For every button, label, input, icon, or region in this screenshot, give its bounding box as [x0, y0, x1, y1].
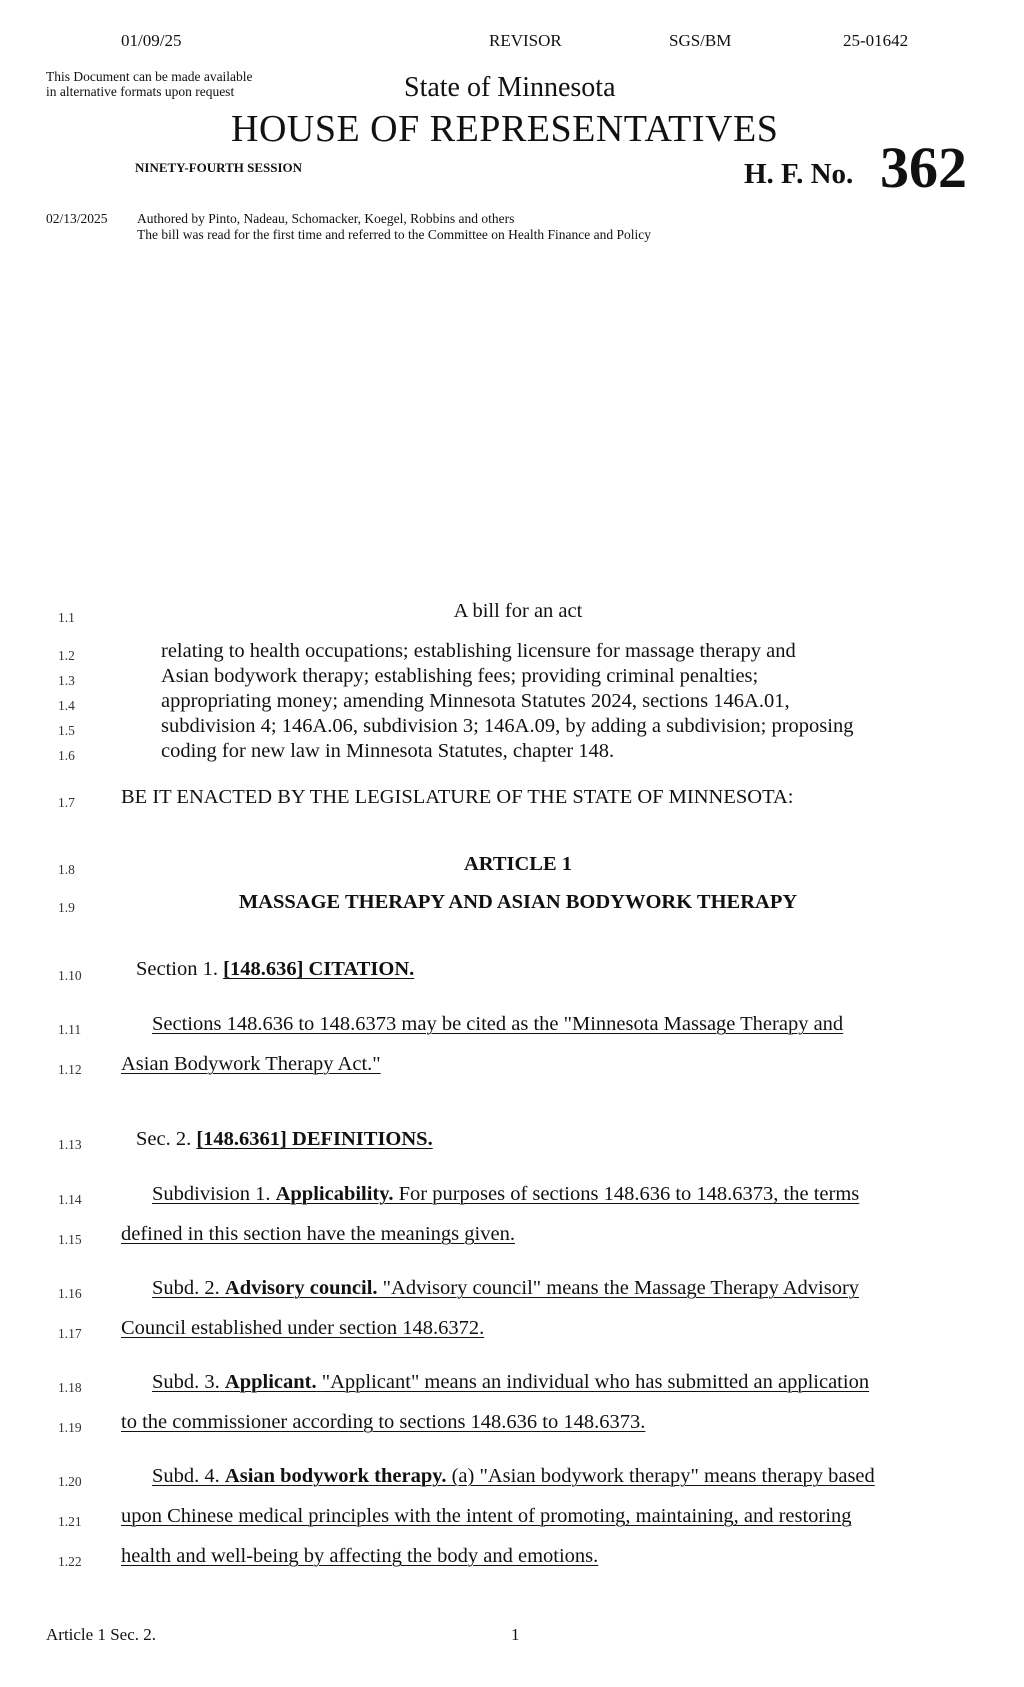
subd-text: (a) "Asian bodywork therapy" means therapy based — [451, 1465, 875, 1487]
enacting-clause: BE IT ENACTED BY THE LEGISLATURE OF THE STATE OF MINNESOTA: — [121, 786, 794, 808]
line-number: 1.16 — [58, 1286, 82, 1301]
subd-term: Applicability. — [275, 1183, 394, 1205]
state-title: State of Minnesota — [404, 72, 616, 103]
line-number: 1.12 — [58, 1062, 82, 1077]
availability-note-line-2: in alternative formats upon request — [46, 84, 235, 99]
line-number: 1.6 — [58, 748, 75, 763]
line-number: 1.20 — [58, 1474, 82, 1489]
subd-text: For purposes of sections 148.636 to 148.6373, the terms — [398, 1183, 860, 1205]
body-line: defined in this section have the meanings given. — [121, 1223, 515, 1245]
referral-line: The bill was read for the first time and referred to the Committee on Health Finance and Policy — [137, 227, 651, 242]
section-heading — [136, 958, 414, 981]
body-line: Asian Bodywork Therapy Act." — [121, 1053, 381, 1075]
line-number: 1.1 — [58, 610, 75, 625]
body-line: upon Chinese medical principles with the intent of promoting, maintaining, and restoring — [121, 1505, 852, 1527]
section-title: [148.636] CITATION. — [223, 958, 415, 980]
section-prefix: Sec. 2. — [136, 1128, 197, 1150]
footer-location: Article 1 Sec. 2. — [46, 1625, 156, 1644]
header-initials: SGS/BM — [669, 31, 732, 50]
title-line: Asian bodywork therapy; establishing fees; providing criminal penalties; — [161, 665, 759, 687]
subd-number: Subd. 3. — [152, 1371, 220, 1393]
subd-number: Subd. 4. — [152, 1465, 220, 1487]
subd-number: Subd. 2. — [152, 1277, 220, 1299]
line-number: 1.11 — [58, 1022, 82, 1037]
subd-number: Subdivision 1. — [152, 1183, 271, 1205]
header-revisor: REVISOR — [489, 31, 562, 50]
body-line: health and well-being by affecting the body and emotions. — [121, 1545, 599, 1567]
bill-for-an-act: A bill for an act — [453, 600, 583, 622]
line-number: 1.10 — [58, 968, 82, 983]
body-line: Council established under section 148.6372. — [121, 1317, 485, 1339]
subd-term: Advisory council. — [224, 1277, 378, 1299]
subd-text: "Advisory council" means the Massage Therapy Advisory — [382, 1277, 860, 1299]
body-line: to the commissioner according to sections 148.636 to 148.6373. — [121, 1411, 646, 1433]
line-number: 1.19 — [58, 1420, 82, 1435]
line-number: 1.2 — [58, 648, 75, 663]
title-line: coding for new law in Minnesota Statutes, chapter 148. — [161, 740, 615, 762]
body-line: Sections 148.636 to 148.6373 may be cited as the "Minnesota Massage Therapy and — [152, 1013, 844, 1035]
line-number: 1.13 — [58, 1137, 82, 1152]
section-heading — [136, 1128, 433, 1151]
line-number: 1.9 — [58, 900, 75, 915]
authored-date: 02/13/2025 — [46, 211, 108, 226]
authors-line: Authored by Pinto, Nadeau, Schomacker, Koegel, Robbins and others — [137, 211, 515, 226]
line-number: 1.18 — [58, 1380, 82, 1395]
header-doc-number: 25-01642 — [843, 31, 909, 50]
subdivision-line — [152, 1277, 859, 1300]
chamber-title: HOUSE OF REPRESENTATIVES — [231, 108, 779, 150]
subdivision-line — [152, 1371, 869, 1394]
title-line: subdivision 4; 146A.06, subdivision 3; 146A.09, by adding a subdivision; proposing — [161, 715, 854, 737]
subd-text: "Applicant" means an individual who has submitted an application — [321, 1371, 870, 1393]
line-number: 1.21 — [58, 1514, 82, 1529]
line-number: 1.7 — [58, 795, 75, 810]
title-line: relating to health occupations; establishing licensure for massage therapy and — [161, 640, 796, 662]
subd-term: Applicant. — [224, 1371, 317, 1393]
bill-label: H. F. No. — [744, 158, 854, 190]
title-line: appropriating money; amending Minnesota Statutes 2024, sections 146A.01, — [161, 690, 790, 712]
section-title: [148.6361] DEFINITIONS. — [196, 1128, 433, 1150]
bill-number: 362 — [880, 135, 967, 200]
line-number: 1.4 — [58, 698, 75, 713]
page-number: 1 — [511, 1625, 520, 1644]
subd-term: Asian bodywork therapy. — [224, 1465, 447, 1487]
article-number: ARTICLE 1 — [463, 853, 573, 875]
subdivision-line — [152, 1183, 859, 1206]
subdivision-line — [152, 1465, 875, 1488]
line-number: 1.3 — [58, 673, 75, 688]
line-number: 1.15 — [58, 1232, 82, 1247]
header-date: 01/09/25 — [121, 31, 182, 50]
line-number: 1.14 — [58, 1192, 82, 1207]
line-number: 1.8 — [58, 862, 75, 877]
line-number: 1.22 — [58, 1554, 82, 1569]
section-prefix: Section 1. — [136, 958, 224, 980]
availability-note-line-1: This Document can be made available — [46, 69, 253, 84]
session-label: NINETY-FOURTH SESSION — [135, 160, 303, 175]
line-number: 1.5 — [58, 723, 75, 738]
article-title: MASSAGE THERAPY AND ASIAN BODYWORK THERAPY — [238, 891, 798, 913]
line-number: 1.17 — [58, 1326, 82, 1341]
